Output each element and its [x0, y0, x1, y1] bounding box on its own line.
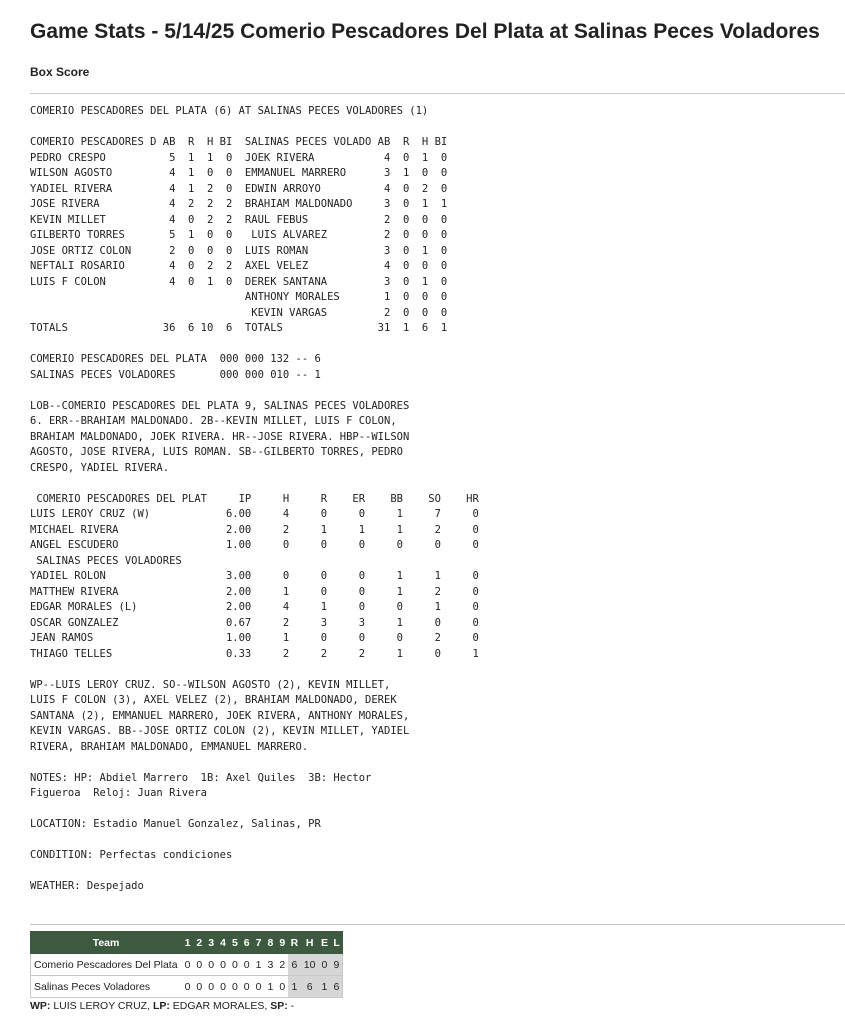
total-hits: 10: [301, 954, 319, 976]
wp-label: WP:: [30, 1000, 51, 1012]
inning-score: 0: [217, 976, 229, 998]
lp-label: LP:: [152, 1000, 170, 1012]
total-lob: 9: [330, 954, 342, 976]
total-errors: 0: [318, 954, 330, 976]
total-lob: 6: [330, 976, 342, 998]
inning-score: 0: [241, 976, 253, 998]
losing-pitcher: EDGAR MORALES,: [172, 1000, 268, 1012]
linescore-header-row: [31, 932, 343, 954]
inning-score: 0: [205, 954, 217, 976]
pitcher-decisions: [30, 1000, 294, 1012]
total-runs: 1: [288, 976, 301, 998]
winning-pitcher: LUIS LEROY CRUZ,: [53, 1000, 151, 1012]
page-title: Game Stats - 5/14/25 Comerio Pescadores Del Plata at Salinas Peces Voladores: [30, 20, 820, 43]
divider-top: [30, 93, 845, 94]
inning-score: 1: [264, 976, 276, 998]
inning-score: 2: [276, 954, 288, 976]
header-runs: R: [288, 932, 301, 954]
inning-score: 0: [276, 976, 288, 998]
inning-score: 0: [253, 976, 265, 998]
header-inning-6: 6: [241, 932, 253, 954]
inning-score: 0: [229, 954, 241, 976]
inning-score: 0: [193, 954, 205, 976]
header-hits: H: [301, 932, 319, 954]
header-lob: L: [330, 932, 342, 954]
total-errors: 1: [318, 976, 330, 998]
box-score-text: COMERIO PESCADORES DEL PLATA (6) AT SALINAS PECES VOLADORES (1) COMERIO PESCADORES D AB R H BI SALINAS PECES VOLADO AB R H BI PEDRO CRESPO 5 1 1 0 JOEK RIVERA 4 0 1 0 WILSON AGOSTO 4 1 0 0 EMMANUEL MARRERO 3 1 0 0 YADIEL RIVERA 4 1 2 0 EDWIN ARROYO 4 0 2 0 JOSE RIVERA 4 2 2 2 BRAHIAM MALDONADO 3 0 1 1 KEVIN MILLET 4 0 2 2 RAUL FEBUS 2 0 0 0 GILBERTO TORRES 5 1 0 0 LUIS ALVAREZ 2 0 0 0 JOSE ORTIZ COLON 2 0 0 0 LUIS ROMAN 3 0 1 0 NEFTALI ROSARIO 4 0 2 2 AXEL VELEZ 4 0 0 0 LUIS F COLON 4 0 1 0 DEREK SANTANA 3 0 1 0 ANTHONY MORALES 1 0 0 0 KEVIN VARGAS 2 0 0 0 TOTALS 36 6 10 6 TOTALS 31 1 6 1 COMERIO PESCADORES DEL PLATA 000 000 132 -- 6 SALINAS PECES VOLADORES 000 000 010 -- 1 LOB--COMERIO PESCADORES DEL PLATA 9, SALINAS PECES VOLADORES 6. ERR--BRAHIAM MALDONADO. 2B--KEVIN MILLET, LUIS F COLON, BRAHIAM MALDONADO, JOEK RIVERA. HR--JOSE RIVERA. HBP--WILSON AGOSTO, JOSE RIVERA, LUIS ROMAN. SB--GILBERTO TORRES, PEDRO CRESPO, YADIEL RIVERA. COMERIO PESCADORES DEL PLAT IP H R ER BB SO HR LUIS LEROY CRUZ (W) 6.00 4 0 0 1 7 0 MICHAEL RIVERA 2.00 2 1 1 1 2 0 ANGEL ESCUDERO 1.00 0 0 0 0 0 0 SALINAS PECES VOLADORES YADIEL ROLON 3.00 0 0 0 1 1 0 MATTHEW RIVERA 2.00 1 0 0 1 2 0 EDGAR MORALES (L) 2.00 4 1 0 0 1 0 OSCAR GONZALEZ 0.67 2 3 3 1 0 0 JEAN RAMOS 1.00 1 0 0 0 2 0 THIAGO TELLES 0.33 2 2 2 1 0 1 WP--LUIS LEROY CRUZ. SO--WILSON AGOSTO (2), KEVIN MILLET, LUIS F COLON (3), AXEL VELEZ (2), BRAHIAM MALDONADO, DEREK SANTANA (2), EMMANUEL MARRERO, JOEK RIVERA, ANTHONY MORALES, KEVIN VARGAS. BB--JOSE ORTIZ COLON (2), KEVIN MILLET, YADIEL RIVERA, BRAHIAM MALDONADO, EMMANUEL MARRERO. NOTES: HP: Abdiel Marrero 1B: Axel Quiles 3B: Hector Figueroa Reloj: Juan Rivera LOCATION: Estadio Manuel Gonzalez, Salinas, PR CONDITION: Perfectas condiciones WEATHER: Despejado: [30, 105, 479, 892]
total-runs: 6: [288, 954, 301, 976]
inning-score: 0: [205, 976, 217, 998]
inning-score: 0: [241, 954, 253, 976]
header-inning-7: 7: [253, 932, 265, 954]
linescore-table: [30, 931, 343, 998]
team-name: Comerio Pescadores Del Plata: [31, 954, 182, 976]
header-inning-5: 5: [229, 932, 241, 954]
inning-score: 1: [253, 954, 265, 976]
header-inning-1: 1: [182, 932, 194, 954]
inning-score: 0: [217, 954, 229, 976]
team-name: Salinas Peces Voladores: [31, 976, 182, 998]
header-team: Team: [31, 932, 182, 954]
header-inning-9: 9: [276, 932, 288, 954]
header-inning-8: 8: [264, 932, 276, 954]
header-errors: E: [318, 932, 330, 954]
linescore-row-away: [31, 954, 343, 976]
divider-bottom: [30, 924, 845, 925]
save-pitcher: -: [290, 1000, 295, 1012]
inning-score: 0: [229, 976, 241, 998]
header-inning-4: 4: [217, 932, 229, 954]
header-inning-3: 3: [205, 932, 217, 954]
section-title-box-score: Box Score: [30, 65, 90, 79]
inning-score: 0: [182, 954, 194, 976]
total-hits: 6: [301, 976, 319, 998]
sp-label: SP:: [270, 1000, 288, 1012]
inning-score: 3: [264, 954, 276, 976]
header-inning-2: 2: [193, 932, 205, 954]
inning-score: 0: [193, 976, 205, 998]
inning-score: 0: [182, 976, 194, 998]
linescore-row-home: [31, 976, 343, 998]
